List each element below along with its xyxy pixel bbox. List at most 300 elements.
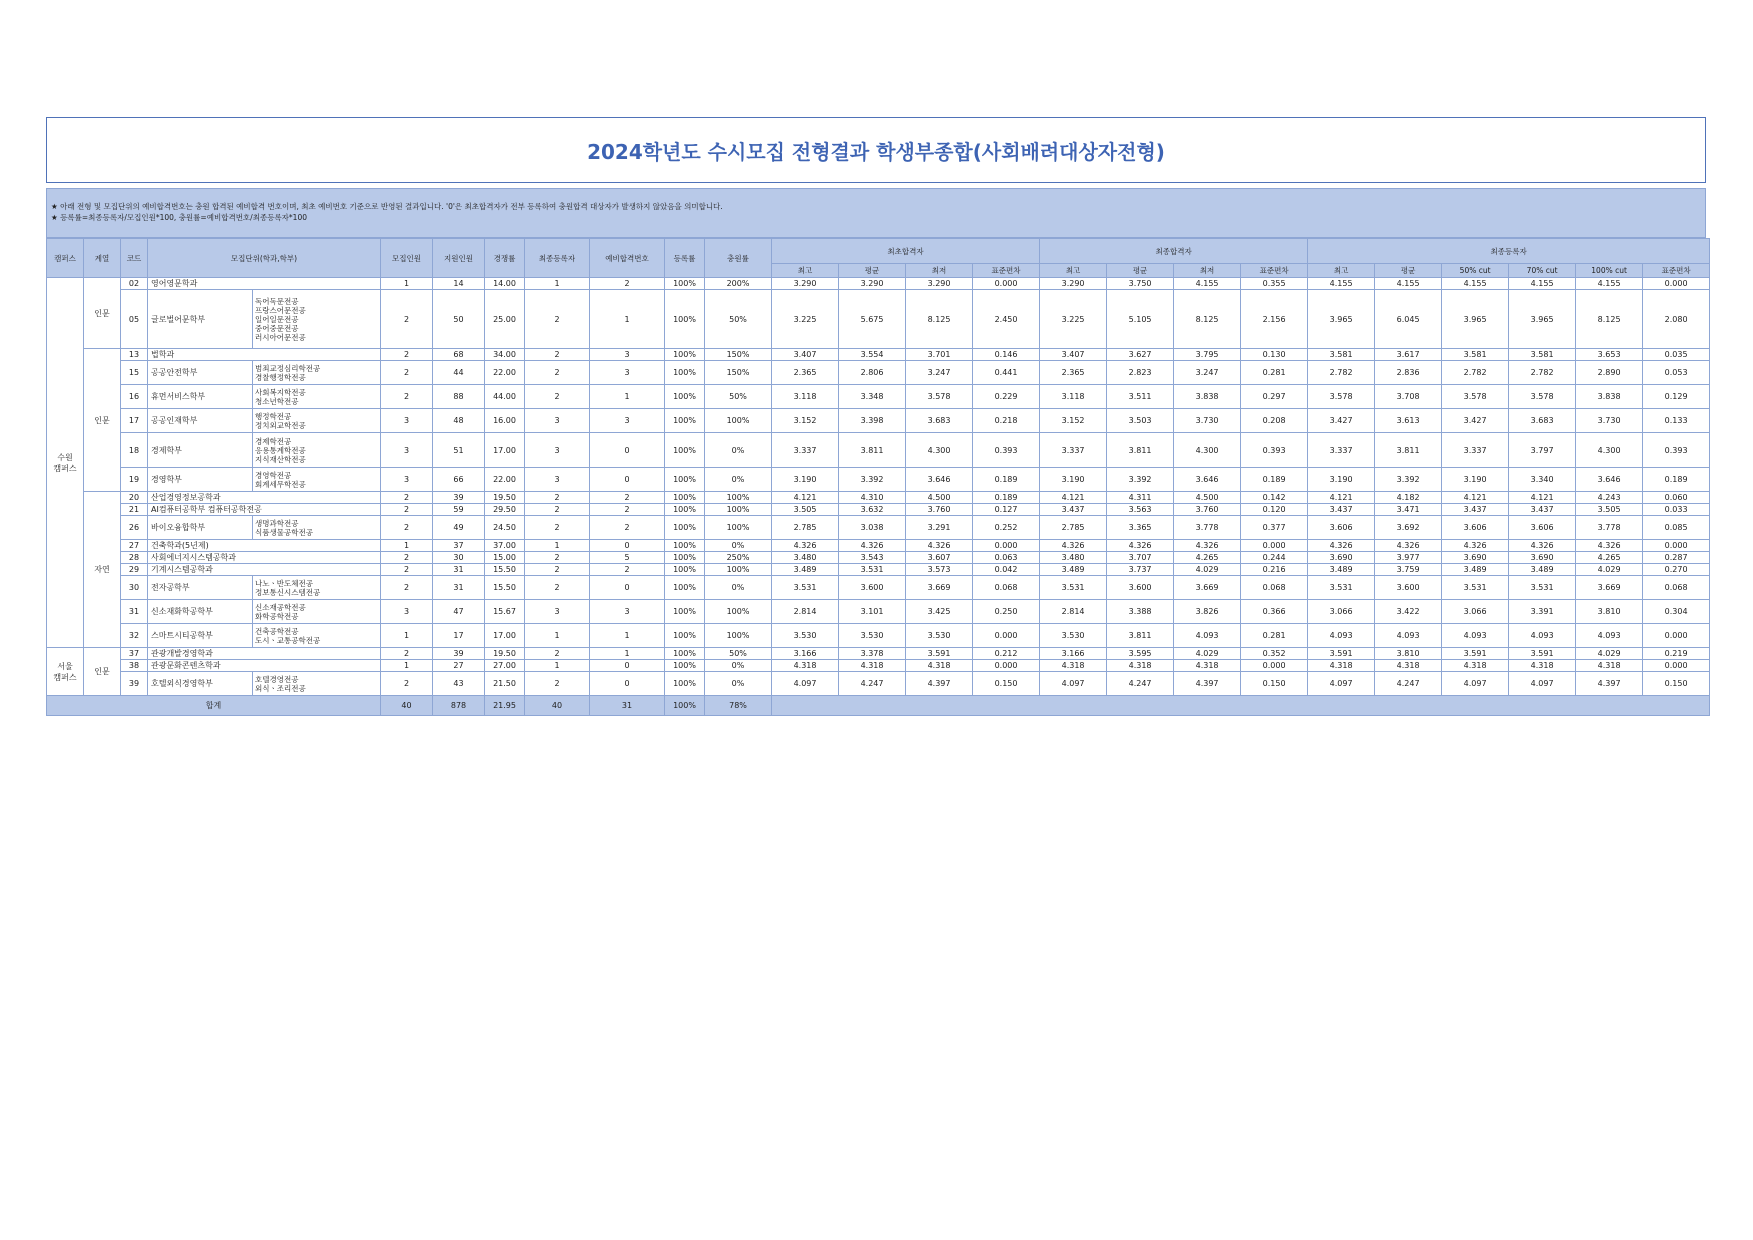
initial-sd-cell: 0.127 (973, 504, 1040, 516)
final-sd-cell: 2.156 (1241, 290, 1308, 349)
initial-avg-cell: 3.811 (839, 433, 906, 468)
enrolled-cut100-cell: 3.646 (1576, 468, 1643, 492)
series-cell: 인문 (84, 349, 121, 492)
initial-sd-cell: 0.218 (973, 409, 1040, 433)
initial-sd-cell: 0.252 (973, 516, 1040, 540)
enrolled-cut100-cell: 4.029 (1576, 648, 1643, 660)
final-sd-cell: 0.208 (1241, 409, 1308, 433)
enrolled-cut70-cell: 3.683 (1509, 409, 1576, 433)
fill-rate-cell: 0% (705, 433, 772, 468)
enrolled-sd-cell: 0.085 (1643, 516, 1710, 540)
final-min-cell: 3.247 (1174, 361, 1241, 385)
note-line: ★ 등록률=최종등록자/모집인원*100, 충원률=예비합격번호/최종등록자*100 (51, 213, 307, 222)
table-row (47, 660, 1710, 672)
final-max-cell: 3.190 (1040, 468, 1107, 492)
waitlist-cell: 3 (590, 409, 665, 433)
reg-rate-cell: 100% (665, 361, 705, 385)
code-cell: 27 (121, 540, 148, 552)
enrolled-max-cell: 4.326 (1308, 540, 1375, 552)
notes-panel (46, 188, 1706, 238)
subheader-initial-min: 최저 (906, 264, 973, 278)
total-final-reg: 40 (525, 696, 590, 716)
final-max-cell: 4.097 (1040, 672, 1107, 696)
final-reg-cell: 3 (525, 600, 590, 624)
enrolled-cut70-cell: 3.690 (1509, 552, 1576, 564)
initial-min-cell: 3.425 (906, 600, 973, 624)
enrolled-sd-cell: 0.287 (1643, 552, 1710, 564)
unit-name-cell: 법학과 (148, 349, 381, 361)
final-min-cell: 4.397 (1174, 672, 1241, 696)
final-max-cell: 3.407 (1040, 349, 1107, 361)
fill-rate-cell: 0% (705, 672, 772, 696)
enrolled-max-cell: 4.093 (1308, 624, 1375, 648)
note-line: ★ 아래 전형 및 모집단위의 예비합격번호는 충원 합격된 예비합격 번호이며, 최초 예비번호 기준으로 반영된 결과입니다. '0'은 최초합격자가 전부 등록하여 충원합격 대상자가 발생하지 않았음을 의미합니다. (51, 202, 723, 211)
applicants-cell: 48 (433, 409, 485, 433)
fill-rate-cell: 100% (705, 516, 772, 540)
table-row (47, 516, 1710, 540)
total-ratio: 21.95 (485, 696, 525, 716)
enrolled-avg-cell: 3.977 (1375, 552, 1442, 564)
unit-name-cell: 스마트시티공학부 (148, 624, 253, 648)
enrolled-cut50-cell: 3.190 (1442, 468, 1509, 492)
final-min-cell: 4.318 (1174, 660, 1241, 672)
subheader-enrolled-cut70: 70% cut (1509, 264, 1576, 278)
final-sd-cell: 0.120 (1241, 504, 1308, 516)
final-min-cell: 3.826 (1174, 600, 1241, 624)
waitlist-cell: 2 (590, 492, 665, 504)
initial-max-cell: 3.480 (772, 552, 839, 564)
ratio-cell: 16.00 (485, 409, 525, 433)
initial-avg-cell: 3.290 (839, 278, 906, 290)
final-min-cell: 4.155 (1174, 278, 1241, 290)
subheader-enrolled-cut100: 100% cut (1576, 264, 1643, 278)
subheader-initial-avg: 평균 (839, 264, 906, 278)
total-row (47, 696, 1710, 716)
header-final-reg: 최종등록자 (525, 239, 590, 278)
quota-cell: 2 (381, 492, 433, 504)
final-avg-cell: 3.563 (1107, 504, 1174, 516)
quota-cell: 1 (381, 624, 433, 648)
initial-avg-cell: 3.348 (839, 385, 906, 409)
total-quota: 40 (381, 696, 433, 716)
code-cell: 38 (121, 660, 148, 672)
table-row (47, 361, 1710, 385)
reg-rate-cell: 100% (665, 672, 705, 696)
enrolled-max-cell: 3.066 (1308, 600, 1375, 624)
header-quota: 모집인원 (381, 239, 433, 278)
final-max-cell: 2.785 (1040, 516, 1107, 540)
waitlist-cell: 1 (590, 385, 665, 409)
table-row (47, 492, 1710, 504)
unit-name-cell: 사회에너지시스템공학과 (148, 552, 381, 564)
applicants-cell: 39 (433, 492, 485, 504)
subheader-final-max: 최고 (1040, 264, 1107, 278)
table-row (47, 552, 1710, 564)
quota-cell: 2 (381, 576, 433, 600)
enrolled-sd-cell: 0.219 (1643, 648, 1710, 660)
applicants-cell: 66 (433, 468, 485, 492)
enrolled-cut50-cell: 3.690 (1442, 552, 1509, 564)
unit-tracks-cell: 생명과학전공 식품생물공학전공 (253, 516, 381, 540)
enrolled-avg-cell: 3.759 (1375, 564, 1442, 576)
enrolled-avg-cell: 2.836 (1375, 361, 1442, 385)
final-min-cell: 4.029 (1174, 564, 1241, 576)
final-min-cell: 3.669 (1174, 576, 1241, 600)
code-cell: 13 (121, 349, 148, 361)
final-min-cell: 3.795 (1174, 349, 1241, 361)
final-avg-cell: 3.511 (1107, 385, 1174, 409)
waitlist-cell: 1 (590, 648, 665, 660)
enrolled-avg-cell: 4.247 (1375, 672, 1442, 696)
unit-tracks-cell: 경영학전공 회계세무학전공 (253, 468, 381, 492)
final-reg-cell: 3 (525, 409, 590, 433)
enrolled-cut70-cell: 3.340 (1509, 468, 1576, 492)
header-group-final: 최종합격자 (1040, 239, 1308, 264)
final-max-cell: 3.118 (1040, 385, 1107, 409)
enrolled-cut70-cell: 3.489 (1509, 564, 1576, 576)
enrolled-sd-cell: 0.068 (1643, 576, 1710, 600)
initial-max-cell: 3.505 (772, 504, 839, 516)
initial-max-cell: 3.290 (772, 278, 839, 290)
final-min-cell: 4.093 (1174, 624, 1241, 648)
campus-cell: 서울 캠퍼스 (47, 648, 84, 696)
unit-tracks-cell: 신소재공학전공 화학공학전공 (253, 600, 381, 624)
code-cell: 18 (121, 433, 148, 468)
table-row (47, 648, 1710, 660)
waitlist-cell: 2 (590, 504, 665, 516)
subheader-enrolled-avg: 평균 (1375, 264, 1442, 278)
initial-max-cell: 3.531 (772, 576, 839, 600)
table-row (47, 433, 1710, 468)
initial-max-cell: 3.530 (772, 624, 839, 648)
table-row (47, 600, 1710, 624)
subheader-initial-sd: 표준편차 (973, 264, 1040, 278)
applicants-cell: 88 (433, 385, 485, 409)
fill-rate-cell: 100% (705, 600, 772, 624)
reg-rate-cell: 100% (665, 660, 705, 672)
final-sd-cell: 0.366 (1241, 600, 1308, 624)
final-max-cell: 3.437 (1040, 504, 1107, 516)
header-ratio: 경쟁률 (485, 239, 525, 278)
reg-rate-cell: 100% (665, 409, 705, 433)
quota-cell: 2 (381, 504, 433, 516)
waitlist-cell: 2 (590, 516, 665, 540)
final-avg-cell: 5.105 (1107, 290, 1174, 349)
table-row (47, 385, 1710, 409)
table-row (47, 504, 1710, 516)
initial-min-cell: 4.326 (906, 540, 973, 552)
enrolled-max-cell: 3.690 (1308, 552, 1375, 564)
unit-tracks-cell: 경제학전공 응용통계학전공 지식재산학전공 (253, 433, 381, 468)
final-max-cell: 3.225 (1040, 290, 1107, 349)
fill-rate-cell: 0% (705, 660, 772, 672)
enrolled-avg-cell: 3.471 (1375, 504, 1442, 516)
final-reg-cell: 2 (525, 492, 590, 504)
initial-avg-cell: 3.398 (839, 409, 906, 433)
initial-max-cell: 2.365 (772, 361, 839, 385)
subheader-final-avg: 평균 (1107, 264, 1174, 278)
ratio-cell: 15.00 (485, 552, 525, 564)
header-code: 코드 (121, 239, 148, 278)
enrolled-cut70-cell: 3.391 (1509, 600, 1576, 624)
enrolled-sd-cell: 0.129 (1643, 385, 1710, 409)
initial-max-cell: 4.318 (772, 660, 839, 672)
final-sd-cell: 0.000 (1241, 660, 1308, 672)
enrolled-cut50-cell: 3.337 (1442, 433, 1509, 468)
initial-max-cell: 3.489 (772, 564, 839, 576)
initial-avg-cell: 4.310 (839, 492, 906, 504)
reg-rate-cell: 100% (665, 385, 705, 409)
total-applicants: 878 (433, 696, 485, 716)
table-row (47, 290, 1710, 349)
initial-avg-cell: 2.806 (839, 361, 906, 385)
reg-rate-cell: 100% (665, 492, 705, 504)
applicants-cell: 37 (433, 540, 485, 552)
final-avg-cell: 3.392 (1107, 468, 1174, 492)
enrolled-cut50-cell: 3.489 (1442, 564, 1509, 576)
final-sd-cell: 0.130 (1241, 349, 1308, 361)
code-cell: 19 (121, 468, 148, 492)
enrolled-cut100-cell: 4.397 (1576, 672, 1643, 696)
enrolled-cut50-cell: 3.066 (1442, 600, 1509, 624)
unit-name-cell: 산업경영정보공학과 (148, 492, 381, 504)
final-min-cell: 8.125 (1174, 290, 1241, 349)
subheader-final-min: 최저 (1174, 264, 1241, 278)
fill-rate-cell: 150% (705, 361, 772, 385)
reg-rate-cell: 100% (665, 278, 705, 290)
subheader-enrolled-sd: 표준편차 (1643, 264, 1710, 278)
initial-sd-cell: 0.189 (973, 468, 1040, 492)
enrolled-cut50-cell: 3.531 (1442, 576, 1509, 600)
enrolled-cut70-cell: 4.121 (1509, 492, 1576, 504)
enrolled-cut50-cell: 3.437 (1442, 504, 1509, 516)
final-max-cell: 4.318 (1040, 660, 1107, 672)
enrolled-max-cell: 3.531 (1308, 576, 1375, 600)
fill-rate-cell: 50% (705, 385, 772, 409)
applicants-cell: 68 (433, 349, 485, 361)
unit-name-cell: 휴먼서비스학부 (148, 385, 253, 409)
quota-cell: 3 (381, 433, 433, 468)
enrolled-max-cell: 3.489 (1308, 564, 1375, 576)
waitlist-cell: 1 (590, 290, 665, 349)
final-reg-cell: 1 (525, 278, 590, 290)
enrolled-sd-cell: 0.033 (1643, 504, 1710, 516)
table-row (47, 624, 1710, 648)
total-waitlist: 31 (590, 696, 665, 716)
initial-min-cell: 3.646 (906, 468, 973, 492)
final-min-cell: 3.778 (1174, 516, 1241, 540)
applicants-cell: 49 (433, 516, 485, 540)
table-row (47, 278, 1710, 290)
final-sd-cell: 0.000 (1241, 540, 1308, 552)
enrolled-cut100-cell: 4.243 (1576, 492, 1643, 504)
final-sd-cell: 0.189 (1241, 468, 1308, 492)
reg-rate-cell: 100% (665, 516, 705, 540)
waitlist-cell: 1 (590, 624, 665, 648)
final-max-cell: 3.480 (1040, 552, 1107, 564)
total-reg-rate: 100% (665, 696, 705, 716)
enrolled-cut50-cell: 4.326 (1442, 540, 1509, 552)
header-group-enrolled: 최종등록자 (1308, 239, 1710, 264)
applicants-cell: 17 (433, 624, 485, 648)
final-min-cell: 4.300 (1174, 433, 1241, 468)
final-sd-cell: 0.216 (1241, 564, 1308, 576)
unit-tracks-cell: 행정학전공 정치외교학전공 (253, 409, 381, 433)
waitlist-cell: 0 (590, 433, 665, 468)
final-avg-cell: 4.318 (1107, 660, 1174, 672)
enrolled-cut70-cell: 4.097 (1509, 672, 1576, 696)
enrolled-sd-cell: 2.080 (1643, 290, 1710, 349)
ratio-cell: 24.50 (485, 516, 525, 540)
enrolled-max-cell: 3.578 (1308, 385, 1375, 409)
unit-name-cell: 신소재화학공학부 (148, 600, 253, 624)
initial-min-cell: 4.397 (906, 672, 973, 696)
ratio-cell: 19.50 (485, 648, 525, 660)
final-reg-cell: 3 (525, 433, 590, 468)
applicants-cell: 31 (433, 576, 485, 600)
final-reg-cell: 2 (525, 552, 590, 564)
quota-cell: 2 (381, 552, 433, 564)
enrolled-cut70-cell: 3.606 (1509, 516, 1576, 540)
header-applicants: 지원인원 (433, 239, 485, 278)
waitlist-cell: 3 (590, 361, 665, 385)
code-cell: 30 (121, 576, 148, 600)
initial-min-cell: 4.318 (906, 660, 973, 672)
initial-sd-cell: 0.000 (973, 278, 1040, 290)
initial-max-cell: 3.118 (772, 385, 839, 409)
final-max-cell: 2.814 (1040, 600, 1107, 624)
initial-min-cell: 3.607 (906, 552, 973, 564)
quota-cell: 2 (381, 349, 433, 361)
enrolled-avg-cell: 4.326 (1375, 540, 1442, 552)
initial-max-cell: 4.121 (772, 492, 839, 504)
ratio-cell: 19.50 (485, 492, 525, 504)
reg-rate-cell: 100% (665, 552, 705, 564)
final-reg-cell: 2 (525, 385, 590, 409)
code-cell: 31 (121, 600, 148, 624)
enrolled-cut70-cell: 4.155 (1509, 278, 1576, 290)
initial-max-cell: 4.326 (772, 540, 839, 552)
initial-sd-cell: 0.000 (973, 660, 1040, 672)
title-box (46, 117, 1706, 183)
header-group-initial: 최초합격자 (772, 239, 1040, 264)
initial-sd-cell: 0.063 (973, 552, 1040, 564)
enrolled-cut100-cell: 4.265 (1576, 552, 1643, 564)
enrolled-cut70-cell: 3.578 (1509, 385, 1576, 409)
waitlist-cell: 2 (590, 564, 665, 576)
code-cell: 32 (121, 624, 148, 648)
reg-rate-cell: 100% (665, 600, 705, 624)
initial-min-cell: 3.591 (906, 648, 973, 660)
applicants-cell: 14 (433, 278, 485, 290)
page-title: 2024학년도 수시모집 전형결과 학생부종합(사회배려대상자전형) (587, 139, 1165, 164)
enrolled-cut70-cell: 3.797 (1509, 433, 1576, 468)
initial-sd-cell: 0.000 (973, 624, 1040, 648)
unit-name-cell: 공공안전학부 (148, 361, 253, 385)
ratio-cell: 29.50 (485, 504, 525, 516)
enrolled-max-cell: 3.427 (1308, 409, 1375, 433)
quota-cell: 2 (381, 290, 433, 349)
unit-name-cell: AI컴퓨터공학부 컴퓨터공학전공 (148, 504, 381, 516)
header-unit: 모집단위(학과,학부) (148, 239, 381, 278)
applicants-cell: 50 (433, 290, 485, 349)
ratio-cell: 17.00 (485, 433, 525, 468)
enrolled-cut50-cell: 3.606 (1442, 516, 1509, 540)
enrolled-avg-cell: 4.155 (1375, 278, 1442, 290)
applicants-cell: 31 (433, 564, 485, 576)
enrolled-cut70-cell: 2.782 (1509, 361, 1576, 385)
enrolled-avg-cell: 3.600 (1375, 576, 1442, 600)
unit-name-cell: 기계시스템공학과 (148, 564, 381, 576)
final-min-cell: 4.326 (1174, 540, 1241, 552)
enrolled-avg-cell: 4.318 (1375, 660, 1442, 672)
fill-rate-cell: 100% (705, 564, 772, 576)
table-body (47, 278, 1710, 696)
ratio-cell: 25.00 (485, 290, 525, 349)
enrolled-sd-cell: 0.000 (1643, 278, 1710, 290)
initial-min-cell: 3.760 (906, 504, 973, 516)
enrolled-cut50-cell: 4.121 (1442, 492, 1509, 504)
final-reg-cell: 1 (525, 624, 590, 648)
initial-avg-cell: 4.318 (839, 660, 906, 672)
reg-rate-cell: 100% (665, 504, 705, 516)
enrolled-sd-cell: 0.000 (1643, 624, 1710, 648)
final-reg-cell: 2 (525, 361, 590, 385)
enrolled-cut50-cell: 3.578 (1442, 385, 1509, 409)
final-max-cell: 3.152 (1040, 409, 1107, 433)
fill-rate-cell: 250% (705, 552, 772, 564)
initial-max-cell: 2.785 (772, 516, 839, 540)
initial-sd-cell: 0.000 (973, 540, 1040, 552)
final-avg-cell: 4.326 (1107, 540, 1174, 552)
enrolled-max-cell: 3.190 (1308, 468, 1375, 492)
code-cell: 28 (121, 552, 148, 564)
final-avg-cell: 3.811 (1107, 624, 1174, 648)
unit-name-cell: 바이오융합학부 (148, 516, 253, 540)
header-campus: 캠퍼스 (47, 239, 84, 278)
waitlist-cell: 2 (590, 278, 665, 290)
quota-cell: 1 (381, 660, 433, 672)
subheader-enrolled-cut50: 50% cut (1442, 264, 1509, 278)
subheader-initial-max: 최고 (772, 264, 839, 278)
ratio-cell: 15.50 (485, 564, 525, 576)
quota-cell: 1 (381, 540, 433, 552)
subheader-final-sd: 표준편차 (1241, 264, 1308, 278)
fill-rate-cell: 50% (705, 648, 772, 660)
ratio-cell: 15.67 (485, 600, 525, 624)
enrolled-cut50-cell: 2.782 (1442, 361, 1509, 385)
series-cell: 인문 (84, 648, 121, 696)
final-max-cell: 2.365 (1040, 361, 1107, 385)
ratio-cell: 37.00 (485, 540, 525, 552)
enrolled-avg-cell: 4.182 (1375, 492, 1442, 504)
enrolled-sd-cell: 0.000 (1643, 540, 1710, 552)
unit-tracks-cell: 호텔경영전공 외식ㆍ조리전공 (253, 672, 381, 696)
enrolled-sd-cell: 0.304 (1643, 600, 1710, 624)
initial-min-cell: 3.290 (906, 278, 973, 290)
final-max-cell: 4.121 (1040, 492, 1107, 504)
unit-name-cell: 호텔외식경영학부 (148, 672, 253, 696)
reg-rate-cell: 100% (665, 576, 705, 600)
ratio-cell: 22.00 (485, 468, 525, 492)
table-row (47, 576, 1710, 600)
quota-cell: 2 (381, 361, 433, 385)
quota-cell: 3 (381, 409, 433, 433)
enrolled-avg-cell: 3.811 (1375, 433, 1442, 468)
enrolled-cut70-cell: 3.581 (1509, 349, 1576, 361)
code-cell: 26 (121, 516, 148, 540)
initial-min-cell: 3.291 (906, 516, 973, 540)
